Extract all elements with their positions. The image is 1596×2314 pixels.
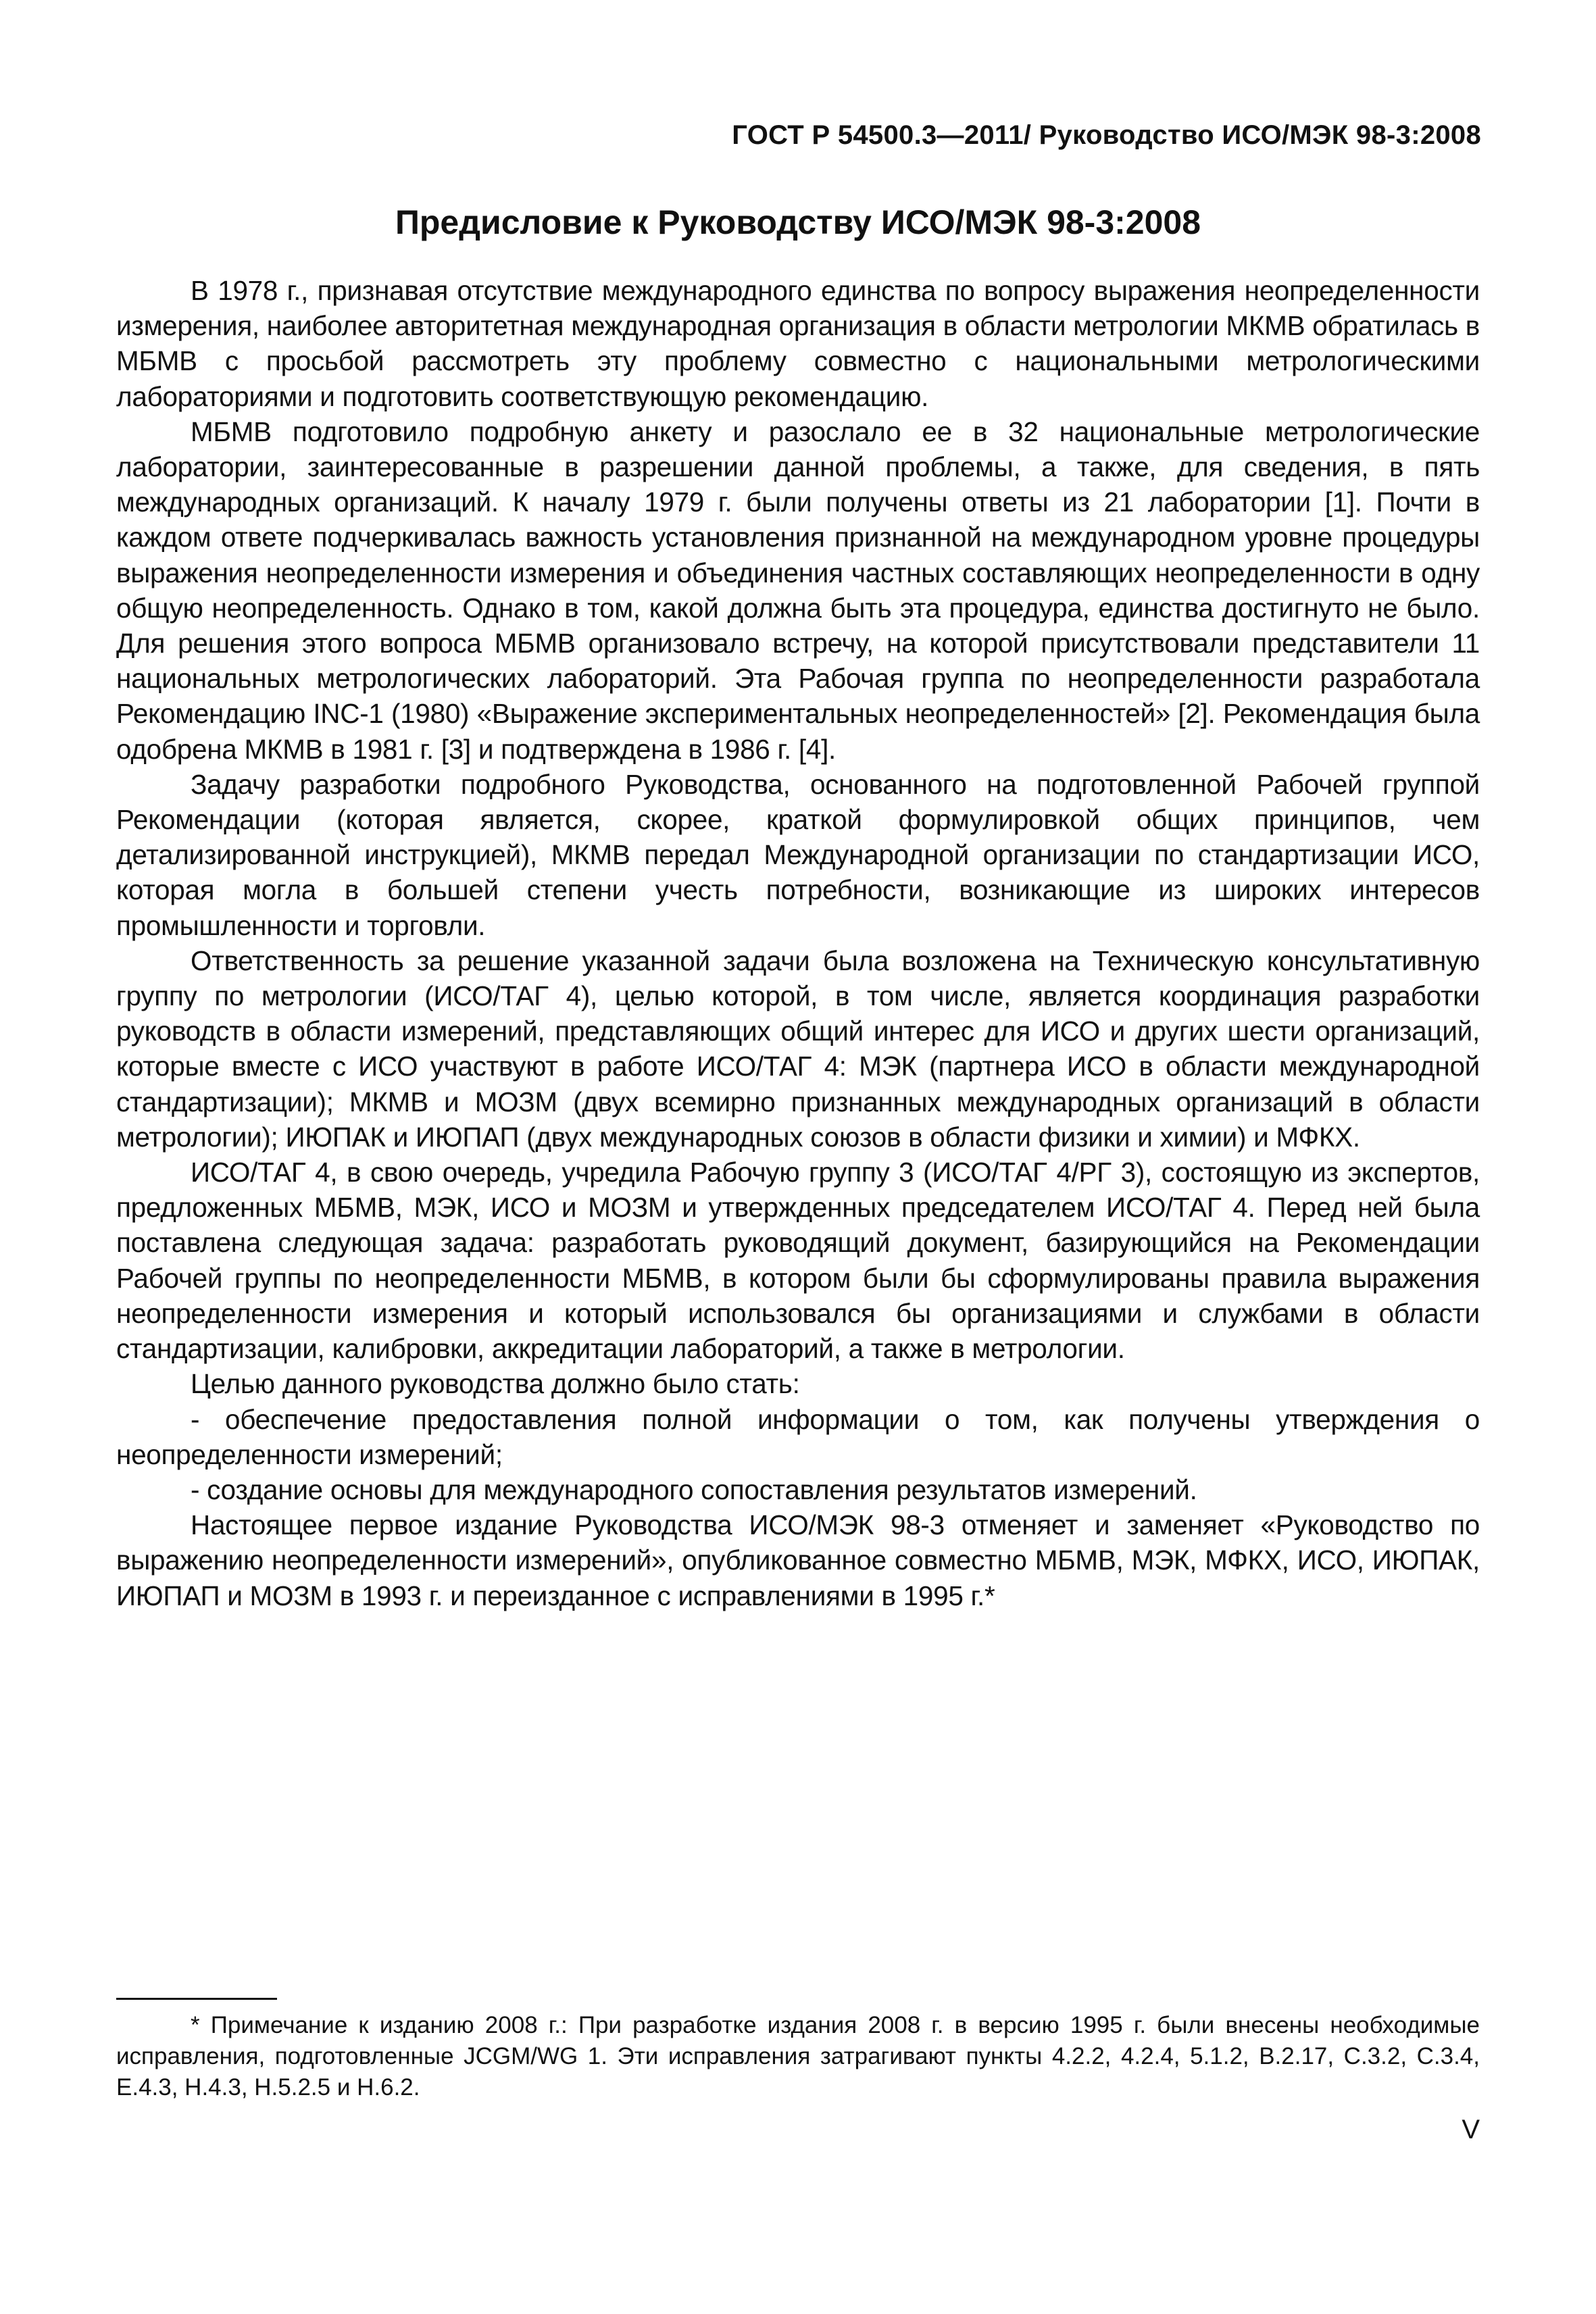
paragraph: В 1978 г., признавая отсутствие международного единства по вопросу выражения неопределенности измерения, наиболее авторитетная международная организация в области метрологии МКМВ обратилась в МБМВ с просьбой рассмотреть эту проблему совместно с национальными метрологическими лабораториями и подготовить соответствующую рекомендацию.	[116, 275, 1480, 412]
paragraph: Задачу разработки подробного Руководства, основанного на подготовленной Рабочей группой Рекомендации (которая является, скорее, краткой формулировкой общих принципов, чем детализированной инструкцией), МКМВ передал Международной организации по стандартизации ИСО, которая могла в большей степени учесть потребности, возникающие из широких интересов промышленности и торговли.	[116, 768, 1480, 941]
paragraph: Целью данного руководства должно было стать:	[191, 1368, 800, 1400]
footnote	[116, 2010, 1480, 2103]
paragraph: Настоящее первое издание Руководства ИСО/МЭК 98-3 отменяет и заменяет «Руководство по выражению неопределенности измерений», опубликованное совместно МБМВ, МЭК, МФКХ, ИСО, ИЮПАК, ИЮПАП и МОЗМ в 1993 г. и переизданное с исправлениями в 1995 г.*	[116, 1509, 1480, 1611]
footnote-divider	[116, 1998, 277, 2000]
paragraph: ИСО/ТАГ 4, в свою очередь, учредила Рабочую группу 3 (ИСО/ТАГ 4/РГ 3), состоящую из экспертов, предложенных МБМВ, МЭК, ИСО и МОЗМ и утвержденных председателем ИСО/ТАГ 4. Перед ней была поставлена следующая задача: разработать руководящий документ, базирующийся на Рекомендации Рабочей группы по неопределенности МБМВ, в котором были бы сформулированы правила выражения неопределенности измерения и который использовался бы организациями и службами в области стандартизации, калибровки, аккредитации лабораторий, а также в метрологии.	[116, 1157, 1480, 1365]
footnote-text: * Примечание к изданию 2008 г.: При разработке издания 2008 г. в версию 1995 г. были внесены необходимые исправления, подготовленные JCGM/WG 1. Эти исправления затрагивают пункты 4.2.2, 4.2.4, 5.1.2, B.2.17, C.3.2, C.3.4, E.4.3, H.4.3, H.5.2.5 и H.6.2.	[116, 2012, 1480, 2101]
body-text	[116, 273, 1480, 1613]
running-header: ГОСТ Р 54500.3—2011/ Руководство ИСО/МЭК 98-3:2008	[732, 120, 1481, 150]
list-item: - создание основы для международного сопоставления результатов измерений.	[191, 1474, 1197, 1505]
page-title: Предисловие к Руководству ИСО/МЭК 98-3:2008	[395, 203, 1201, 241]
list-item: - обеспечение предоставления полной информации о том, как получены утверждения о неопределенности измерений;	[116, 1403, 1480, 1470]
paragraph: Ответственность за решение указанной задачи была возложена на Техническую консультативную группу по метрологии (ИСО/ТАГ 4), целью которой, в том числе, является координация разработки руководств в области измерений, представляющих общий интерес для ИСО и других шести организаций, которые вместе с ИСО участвуют в работе ИСО/ТАГ 4: МЭК (партнера ИСО в области международной стандартизации); МКМВ и МОЗМ (двух всемирно признанных международных организаций в области метрологии); ИЮПАК и ИЮПАП (двух международных союзов в области физики и химии) и МФКХ.	[116, 945, 1480, 1153]
page-number: V	[1462, 2115, 1480, 2144]
paragraph: МБМВ подготовило подробную анкету и разослало ее в 32 национальные метрологические лаборатории, заинтересованные в разрешении данной проблемы, а также, для сведения, в пять международных организаций. К началу 1979 г. были получены ответы из 21 лаборатории [1]. Почти в каждом ответе подчеркивалась важность установления признанной на международном уровне процедуры выражения неопределенности измерения и объединения частных составляющих неопределенности в одну общую неопределенность. Однако в том, какой должна быть эта процедура, единства достигнуто не было. Для решения этого вопроса МБМВ организовало встречу, на которой присутствовали представители 11 национальных метрологических лабораторий. Эта Рабочая группа по неопределенности разработала Рекомендацию INC-1 (1980) «Выражение экспериментальных неопределенностей» [2]. Рекомендация была одобрена МКМВ в 1981 г. [3] и подтверждена в 1986 г. [4].	[116, 416, 1480, 765]
